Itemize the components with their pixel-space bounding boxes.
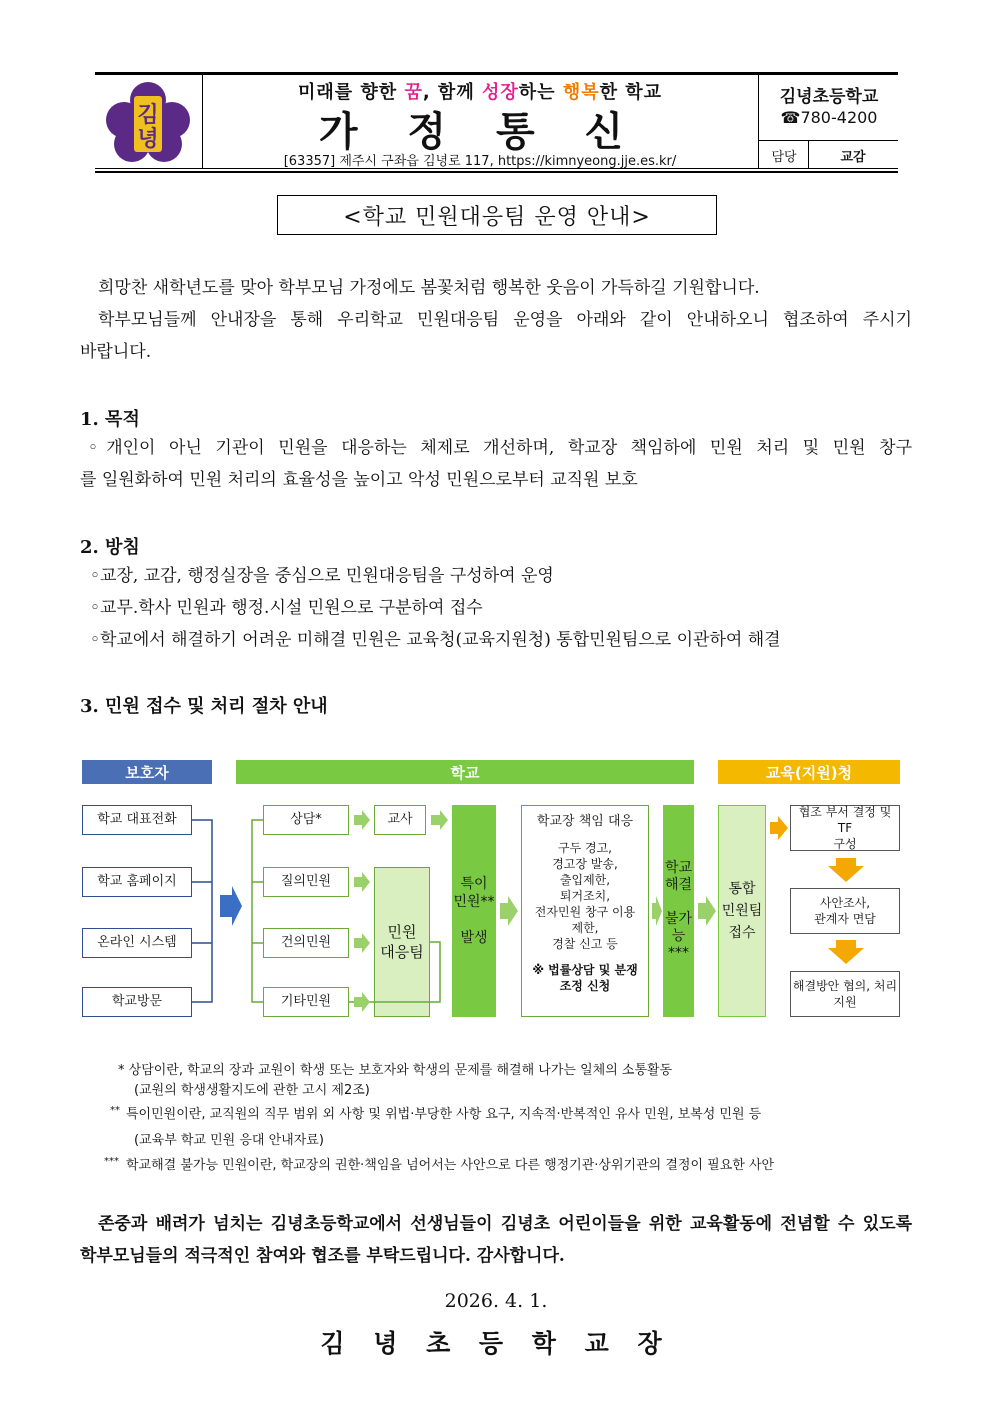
svg-text:녕: 녕 <box>137 127 159 152</box>
section-1-line-2: 를 일원화하여 민원 처리의 효율성을 높이고 악성 민원으로부터 교직원 보호 <box>80 470 638 490</box>
notice-title: <학교 민원대응팀 운영 안내> <box>277 195 717 235</box>
section-1-title: 1. 목적 <box>80 409 140 430</box>
response-team-box: 민원 대응팀 <box>374 867 430 1017</box>
special-complaint-box: 특이 민원** 발생 <box>452 805 496 1017</box>
principal-measures: 구두 경고, 경고장 발송, 출입제한, 퇴거조치, 전자민원 창구 이용 제한, 경찰 신고 등 <box>534 841 636 951</box>
guardian-header: 보호자 <box>82 760 212 784</box>
school-name: 김녕초등학교 <box>779 87 879 107</box>
unresolved-box: 학교 해결 불가 능 *** <box>663 805 694 1017</box>
school-address: [63357] 제주시 구좌읍 김녕로 117, https://kimnyeong.jje.es.kr/ <box>283 154 677 169</box>
footnote-2-source: (교육부 학교 민원 응대 안내자료) <box>134 1133 324 1148</box>
integrated-team-box: 통합 민원팀 접수 <box>718 805 766 1017</box>
section-2-title: 2. 방침 <box>80 537 140 558</box>
type-inquiry: 질의민원 <box>263 867 349 897</box>
legal-note: ※ 법률상담 및 분쟁 조정 신청 <box>532 963 638 993</box>
closing <box>80 1208 912 1272</box>
closing-line-1: 존중과 배려가 넘치는 김녕초등학교에서 선생님들이 김녕초 어린이들을 위한 교육활동에 전념할 수 있도록 <box>98 1214 912 1234</box>
type-suggestion: 건의민원 <box>263 928 349 958</box>
office-header: 교육(지원)청 <box>718 760 900 784</box>
svg-text:김: 김 <box>137 103 159 128</box>
footnote-3-mark: *** <box>104 1156 119 1167</box>
school-phone: ☎780-4200 <box>780 108 878 127</box>
type-other: 기타민원 <box>263 987 349 1017</box>
damdang-label: 담당 <box>771 150 797 165</box>
section-3-title: 3. 민원 접수 및 처리 절차 안내 <box>80 696 328 717</box>
channel-online: 온라인 시스템 <box>82 928 192 958</box>
office-step-2: 사안조사, 관계자 면담 <box>790 888 900 934</box>
section-1-line-1: ◦개인이 아닌 기관이 민원을 대응하는 체제로 개선하며, 학교장 책임하에 민원 처리 및 민원 창구 <box>88 438 912 458</box>
footnote-2: 특이민원이란, 교직원의 직무 범위 외 사항 및 위법·부당한 사항 요구, 지속적·반복적인 유사 민원, 보복성 민원 등 <box>126 1107 762 1122</box>
footnote-1: * 상담이란, 학교의 장과 교원이 학생 또는 보호자와 학생의 문제를 해결해 나가는 일체의 소통활동 <box>118 1063 673 1078</box>
intro-line-2: 학부모님들께 안내장을 통해 우리학교 민원대응팀 운영을 아래와 같이 안내하오니 협조하여 주시기 <box>98 310 912 330</box>
newsletter-title: 가 정 통 신 <box>318 108 642 155</box>
office-step-3: 해결방안 협의, 처리 지원 <box>790 971 900 1017</box>
channel-phone: 학교 대표전화 <box>82 805 192 835</box>
section-2-item: ◦교장, 교감, 행정실장을 중심으로 민원대응팀을 구성하여 운영 <box>90 566 554 586</box>
intro-line-3: 바랍니다. <box>80 342 152 362</box>
gyogam-label: 교감 <box>840 150 866 165</box>
section-2-item: ◦학교에서 해결하기 어려운 미해결 민원은 교육청(교육지원청) 통합민원팀으로 이관하여 해결 <box>90 630 781 650</box>
footnote-1-source: (교원의 학생생활지도에 관한 고시 제2조) <box>134 1083 370 1098</box>
footnote-2-mark: ** <box>110 1105 120 1116</box>
intro-line-1: 희망찬 새학년도를 맞아 학부모님 가정에도 봄꽃처럼 행복한 웃음이 가득하길 기원합니다. <box>98 278 760 298</box>
closing-line-2: 학부모님들의 적극적인 참여와 협조를 부탁드립니다. 감사합니다. <box>80 1246 565 1266</box>
signer: 김 녕 초 등 학 교 장 <box>320 1329 672 1358</box>
slogan: 미래를 향한 꿈, 함께 성장하는 행복한 학교 <box>297 82 663 103</box>
footnote-3: 학교해결 불가능 민원이란, 학교장의 권한·책임을 넘어서는 사안으로 다른 행정기관·상위기관의 결정이 필요한 사안 <box>126 1158 775 1173</box>
principal-title: 학교장 책임 대응 <box>536 814 634 829</box>
channel-visit: 학교방문 <box>82 987 192 1017</box>
office-step-1: 협조 부서 결정 및 TF 구성 <box>790 805 900 851</box>
school-header: 학교 <box>236 760 694 784</box>
type-counsel: 상담* <box>263 805 349 835</box>
channel-homepage: 학교 홈페이지 <box>82 867 192 897</box>
section-2-item: ◦교무.학사 민원과 행정.시설 민원으로 구분하여 접수 <box>90 598 483 618</box>
issue-date: 2026. 4. 1. <box>444 1290 548 1312</box>
teacher-box: 교사 <box>374 805 426 835</box>
